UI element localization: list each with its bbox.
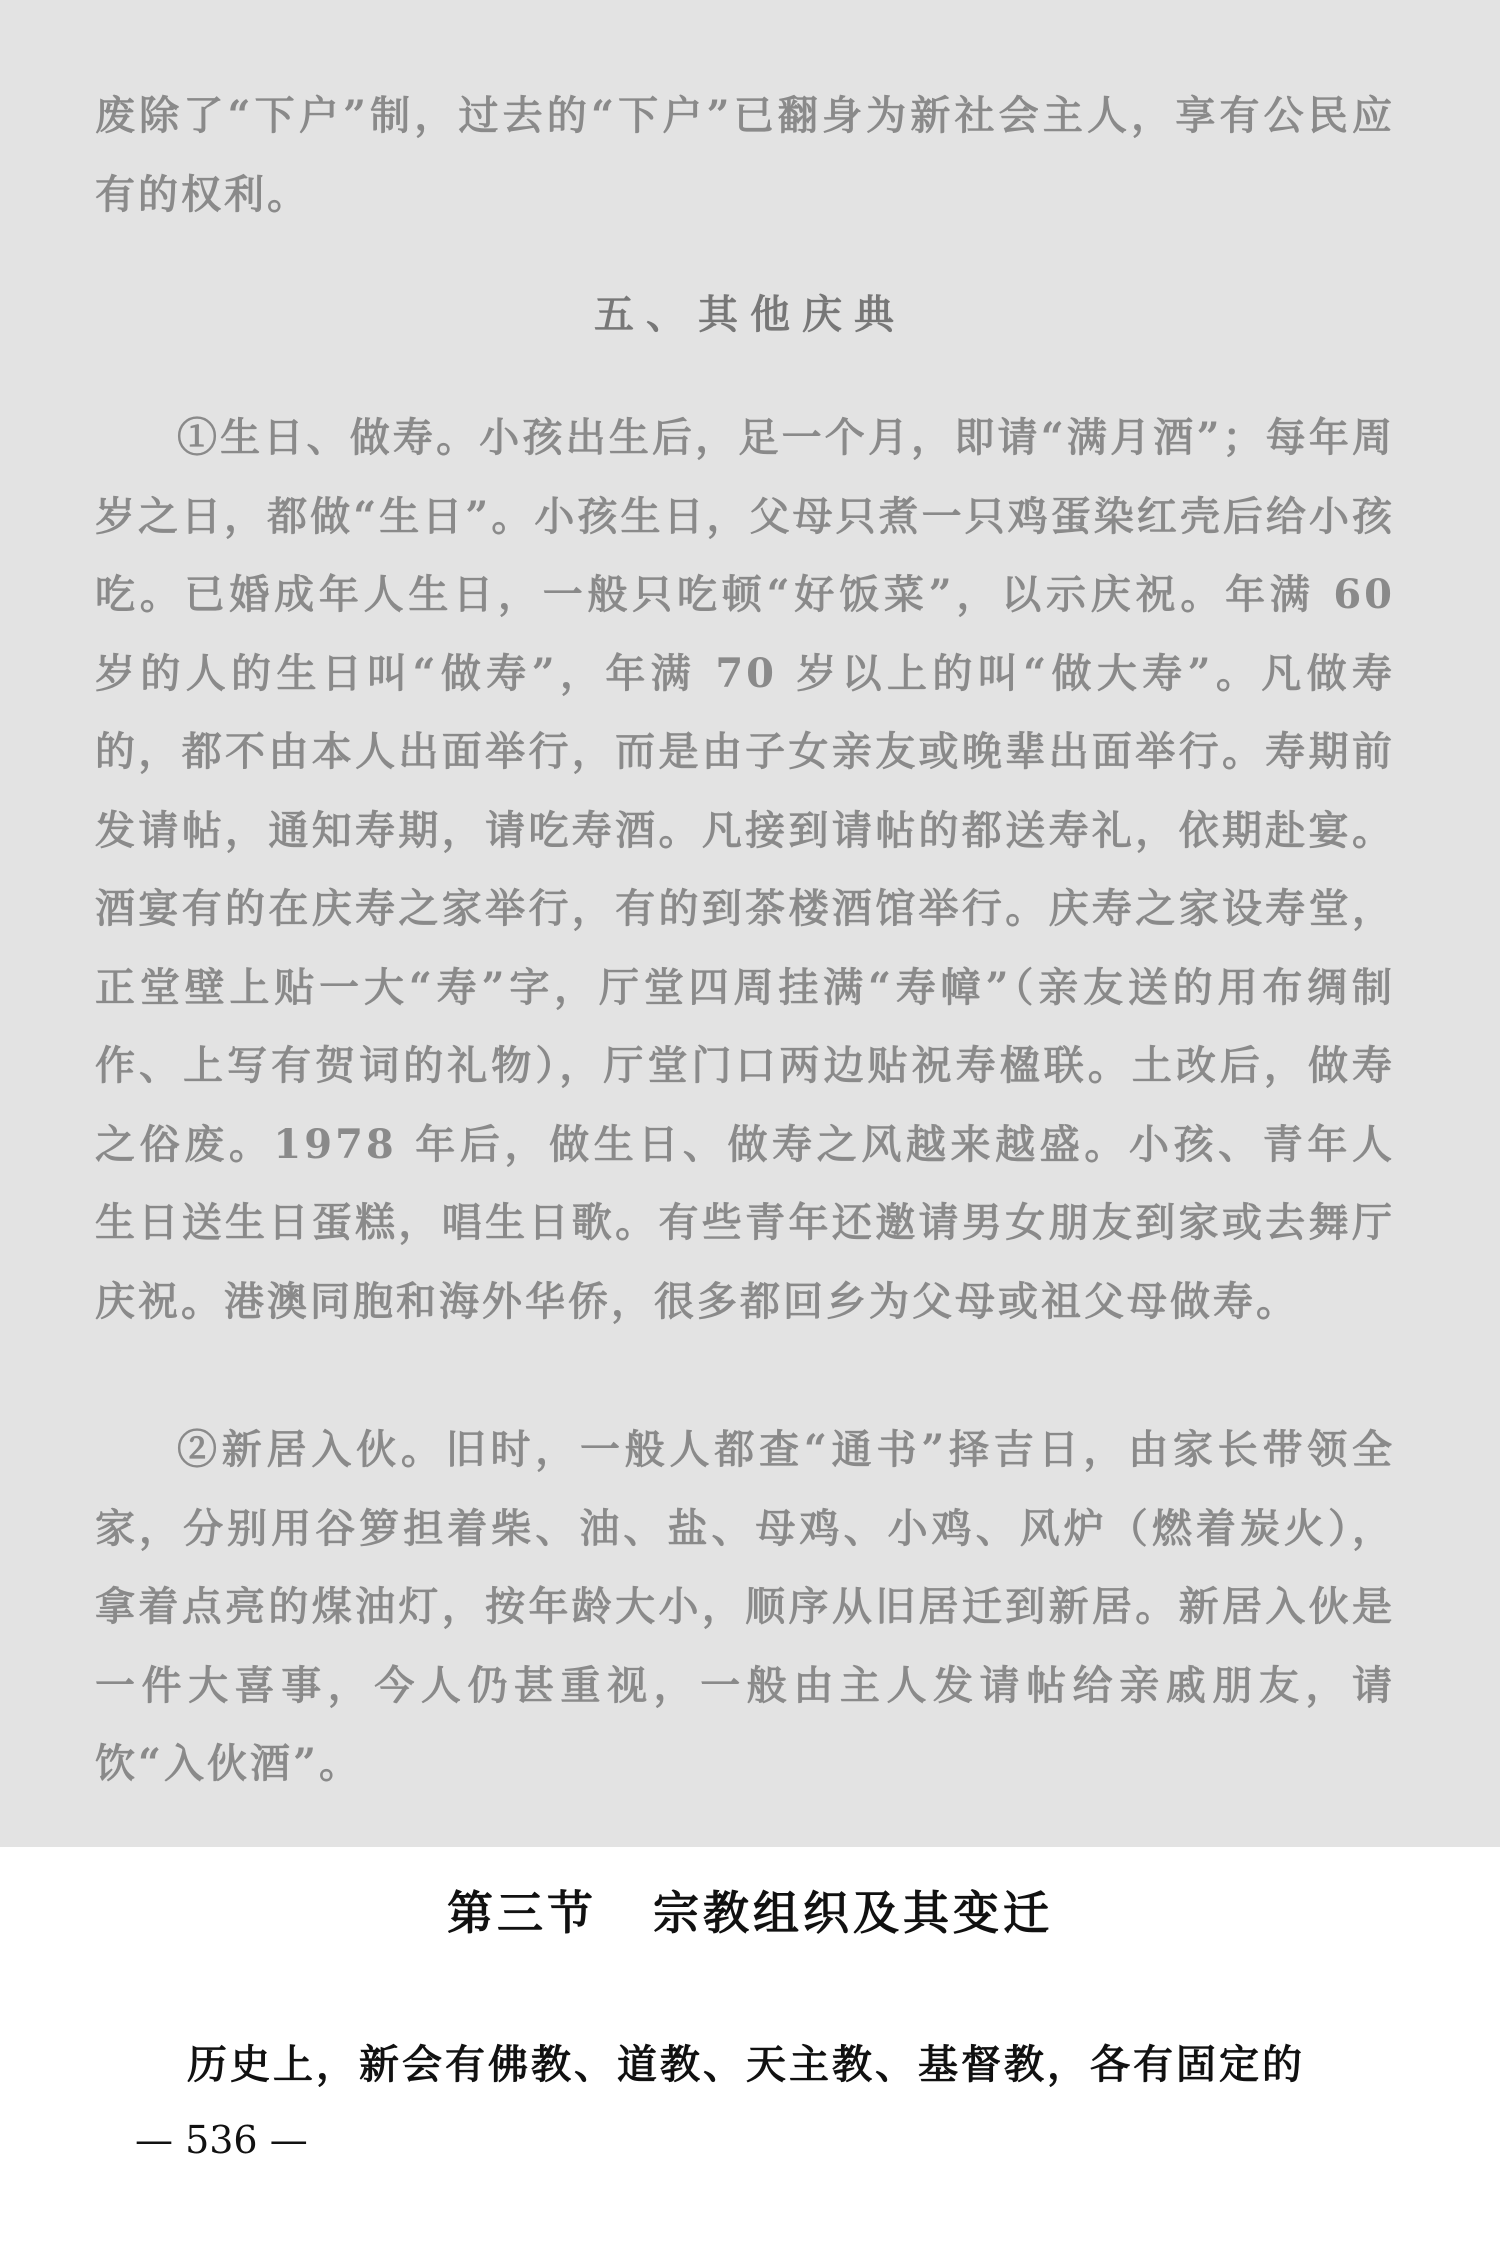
paragraph-lower-households: 废除了“下户”制，过去的“下户”已翻身为新社会主人，享有公民应有的权利。 <box>95 92 1395 218</box>
section-name: 宗教组织及其变迁 <box>653 1886 1053 1940</box>
paragraph-religion-history: 历史上，新会有佛教、道教、天主教、基督教，各有固定的 <box>187 2041 1305 2088</box>
section-number: 第三节 <box>447 1886 597 1940</box>
section-title <box>0 1878 1500 1948</box>
paragraph-birthday-longevity: ①生日、做寿。小孩出生后，足一个月，即请“满月酒”；每年周岁之日，都做“生日”。小孩生日，父母只煮一只鸡蛋染红壳后给小孩吃。已婚成年人生日，一般只吃顿“好饭菜”，以示庆祝。年满 60 岁的人的生日叫“做寿”，年满 70 岁以上的叫“做大寿”。凡做寿的，都不由本人出面举行，而是由子女亲友或晚辈出面举行。寿期前发请帖，通知寿期，请吃寿酒。凡接到请帖的都送寿礼，依期赴宴。酒宴有的在庆寿之家举行，有的到茶楼酒馆举行。庆寿之家设寿堂，正堂壁上贴一大“寿”字，厅堂四周挂满“寿幛”（亲友送的用布绸制作、上写有贺词的礼物），厅堂门口两边贴祝寿楹联。土改后，做寿之俗废。1978 年后，做生日、做寿之风越来越盛。小孩、青年人生日送生日蛋糕，唱生日歌。有些青年还邀请男女朋友到家或去舞厅庆祝。港澳同胞和海外华侨，很多都回乡为父母或祖父母做寿。 <box>95 414 1395 1325</box>
subheading-other-celebrations: 五、其他庆典 <box>594 291 906 338</box>
paragraph-housewarming: ②新居入伙。旧时，一般人都查“通书”择吉日，由家长带领全家，分别用谷箩担着柴、油、盐、母鸡、小鸡、风炉（燃着炭火），拿着点亮的煤油灯，按年龄大小，顺序从旧居迁到新居。新居入伙是一件大喜事，今人仍甚重视，一般由主人发请帖给亲戚朋友，请饮“入伙酒”。 <box>95 1426 1395 1787</box>
page-number: — 536 — <box>135 2118 308 2162</box>
